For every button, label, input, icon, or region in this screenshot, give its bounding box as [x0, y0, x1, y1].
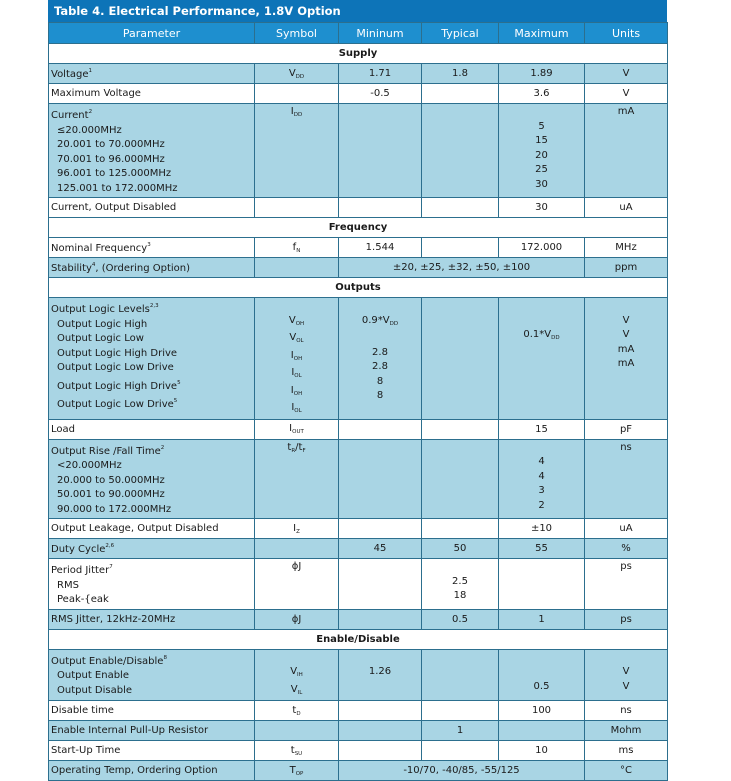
table-row [49, 439, 668, 519]
max-cell: 0.5 [499, 649, 585, 701]
min-cell [339, 741, 422, 761]
section-title: Supply [49, 44, 668, 64]
min-cell: 45 [339, 539, 422, 559]
param-cell: Load [49, 419, 255, 439]
table-row [49, 519, 668, 539]
symbol-cell: $I_{OUT}$ [255, 419, 339, 439]
min-cell [339, 198, 422, 218]
typ-cell [422, 649, 499, 701]
min-cell: $0.9*V_{DD}$ 2.8 2.8 8 8 [339, 298, 422, 420]
symbol-cell [255, 721, 339, 741]
symbol-cell: $V_{IH}$ $V_{IL}$ [255, 649, 339, 701]
max-cell: 172.000 [499, 238, 585, 258]
symbol-cell: $t_{SU}$ [255, 741, 339, 761]
unit-cell: V V mA mA [585, 298, 668, 420]
max-cell: 1 [499, 609, 585, 629]
symbol-cell: $V_{DD}$ [255, 64, 339, 84]
col-header-typical: Typical [422, 23, 499, 44]
electrical-performance-table [48, 22, 668, 781]
stability-values-cell: ±20, ±25, ±32, ±50, ±100 [339, 258, 585, 278]
symbol-cell: $I_Z$ [255, 519, 339, 539]
symbol-cell: $t_D$ [255, 701, 339, 721]
table-row [49, 198, 668, 218]
param-cell: Nominal Frequency$^3$ [49, 238, 255, 258]
min-cell: -0.5 [339, 84, 422, 104]
symbol-cell: $T_{OP}$ [255, 761, 339, 781]
section-frequency [49, 218, 668, 238]
unit-cell: Mohm [585, 721, 668, 741]
max-cell: 10 [499, 741, 585, 761]
table-row [49, 258, 668, 278]
min-cell [339, 519, 422, 539]
unit-cell: ns [585, 701, 668, 721]
max-cell: 1.89 [499, 64, 585, 84]
max-cell: 100 [499, 701, 585, 721]
param-cell: Stability$^4$, (Ordering Option) [49, 258, 255, 278]
table-row [49, 701, 668, 721]
typ-cell [422, 238, 499, 258]
typ-cell: 2.5 18 [422, 559, 499, 610]
typ-cell [422, 419, 499, 439]
param-cell: Duty Cycle$^{2,6}$ [49, 539, 255, 559]
param-cell: Output Logic Levels$^{2,3}$ Output Logic High Output Logic Low Output Logic High Drive Output Logic Low Drive Output Logic High Drive$^5$ Output Logic Low Drive$^5$ [49, 298, 255, 420]
param-cell: Current, Output Disabled [49, 198, 255, 218]
table-row [49, 539, 668, 559]
table-row [49, 238, 668, 258]
symbol-cell: $f_N$ [255, 238, 339, 258]
section-enable-disable [49, 629, 668, 649]
min-cell [339, 701, 422, 721]
table-row [49, 559, 668, 610]
min-cell [339, 439, 422, 519]
max-cell: 30 [499, 198, 585, 218]
unit-cell: % [585, 539, 668, 559]
min-cell: 1.544 [339, 238, 422, 258]
unit-cell: ppm [585, 258, 668, 278]
param-cell: Output Rise /Fall Time$^2$ <20.000MHz 20.000 to 50.000MHz 50.001 to 90.000MHz 90.000 to 172.000MHz [49, 439, 255, 519]
param-cell: Maximum Voltage [49, 84, 255, 104]
temp-range-cell: -10/70, -40/85, -55/125 [339, 761, 585, 781]
typ-cell: 1.8 [422, 64, 499, 84]
min-cell: 1.26 [339, 649, 422, 701]
symbol-cell [255, 258, 339, 278]
param-cell: Start-Up Time [49, 741, 255, 761]
symbol-cell: $I_{DD}$ [255, 104, 339, 198]
table-row [49, 298, 668, 420]
table-row [49, 609, 668, 629]
typ-cell [422, 439, 499, 519]
typ-cell [422, 198, 499, 218]
unit-cell: pF [585, 419, 668, 439]
col-header-units: Units [585, 23, 668, 44]
param-cell: Current$^2$ ≤20.000MHz 20.001 to 70.000MHz 70.001 to 96.000MHz 96.001 to 125.000MHz 125.001 to 172.000MHz [49, 104, 255, 198]
unit-cell: mA [585, 104, 668, 198]
typ-cell [422, 741, 499, 761]
max-cell [499, 559, 585, 610]
col-header-parameter: Parameter [49, 23, 255, 44]
max-cell [499, 721, 585, 741]
unit-cell: MHz [585, 238, 668, 258]
table-row [49, 761, 668, 781]
table-row [49, 104, 668, 198]
typ-cell [422, 701, 499, 721]
param-cell: Period Jitter$^7$ RMS Peak-{eak [49, 559, 255, 610]
max-cell: 5 15 20 25 30 [499, 104, 585, 198]
min-cell [339, 559, 422, 610]
min-cell [339, 419, 422, 439]
table-row [49, 64, 668, 84]
typ-cell [422, 84, 499, 104]
symbol-cell: ϕJ [255, 559, 339, 610]
max-cell: $0.1*V_{DD}$ [499, 298, 585, 420]
min-cell: 1.71 [339, 64, 422, 84]
unit-cell: uA [585, 198, 668, 218]
col-header-maximum: Maximum [499, 23, 585, 44]
unit-cell: V V [585, 649, 668, 701]
section-title: Frequency [49, 218, 668, 238]
typ-cell [422, 104, 499, 198]
symbol-cell [255, 84, 339, 104]
symbol-cell: ϕJ [255, 609, 339, 629]
param-cell: Output Leakage, Output Disabled [49, 519, 255, 539]
param-cell: Operating Temp, Ordering Option [49, 761, 255, 781]
max-cell: ±10 [499, 519, 585, 539]
col-header-symbol: Symbol [255, 23, 339, 44]
max-cell: 3.6 [499, 84, 585, 104]
max-cell: 4 4 3 2 [499, 439, 585, 519]
typ-cell [422, 519, 499, 539]
col-header-minimum: Mininum [339, 23, 422, 44]
typ-cell: 0.5 [422, 609, 499, 629]
table-row [49, 419, 668, 439]
header-row [49, 23, 668, 44]
table-title: Table 4. Electrical Performance, 1.8V Option [48, 0, 667, 22]
table-row [49, 721, 668, 741]
typ-cell [422, 298, 499, 420]
section-outputs [49, 278, 668, 298]
min-cell [339, 609, 422, 629]
max-cell: 55 [499, 539, 585, 559]
table-row [49, 84, 668, 104]
param-cell: Disable time [49, 701, 255, 721]
section-title: Enable/Disable [49, 629, 668, 649]
unit-cell: ns [585, 439, 668, 519]
typ-cell: 50 [422, 539, 499, 559]
symbol-cell: $V_{OH}$ $V_{OL}$ $I_{OH}$ $I_{OL}$ $I_{OH}$ $I_{OL}$ [255, 298, 339, 420]
unit-cell: uA [585, 519, 668, 539]
param-cell: Voltage$^1$ [49, 64, 255, 84]
unit-cell: °C [585, 761, 668, 781]
unit-cell: V [585, 84, 668, 104]
symbol-cell [255, 198, 339, 218]
param-cell: Output Enable/Disable$^8$ Output Enable Output Disable [49, 649, 255, 701]
table-row [49, 741, 668, 761]
min-cell [339, 721, 422, 741]
symbol-cell: $t_R/t_F$ [255, 439, 339, 519]
table-row [49, 649, 668, 701]
param-cell: Enable Internal Pull-Up Resistor [49, 721, 255, 741]
unit-cell: ms [585, 741, 668, 761]
symbol-cell [255, 539, 339, 559]
max-cell: 15 [499, 419, 585, 439]
section-supply [49, 44, 668, 64]
unit-cell: ps [585, 559, 668, 610]
min-cell [339, 104, 422, 198]
typ-cell: 1 [422, 721, 499, 741]
section-title: Outputs [49, 278, 668, 298]
unit-cell: ps [585, 609, 668, 629]
param-cell: RMS Jitter, 12kHz-20MHz [49, 609, 255, 629]
unit-cell: V [585, 64, 668, 84]
